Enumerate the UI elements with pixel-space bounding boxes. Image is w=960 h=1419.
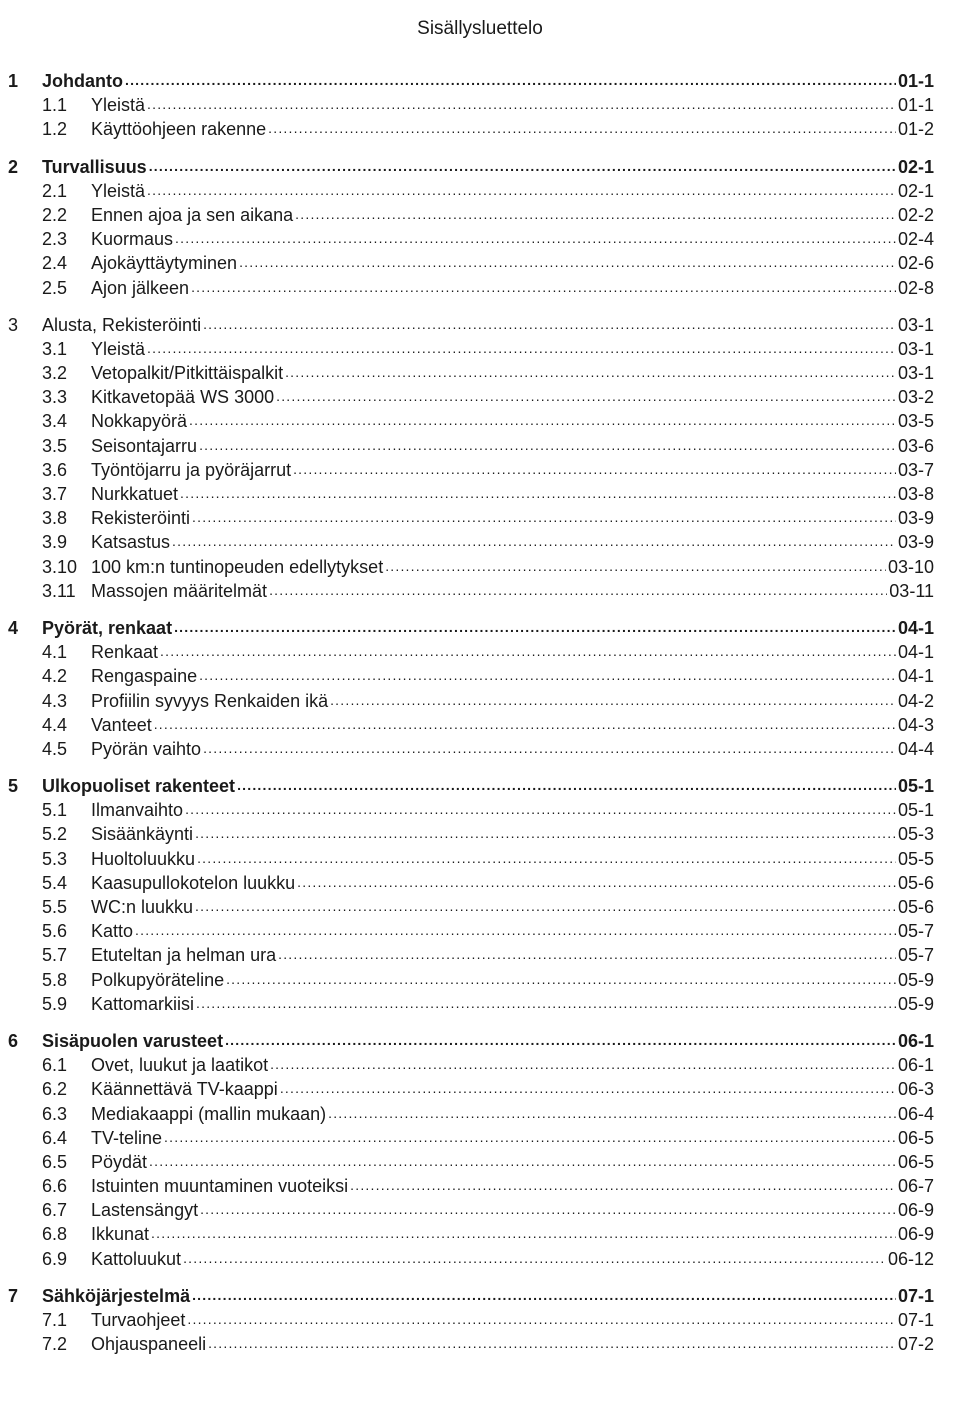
toc-entry-number: 4.4 xyxy=(42,714,68,735)
toc-leader-dots xyxy=(180,480,896,500)
toc-entry-row[interactable] xyxy=(8,407,934,431)
toc-entry-title: Turvaohjeet xyxy=(91,1310,186,1330)
toc-entry-row[interactable] xyxy=(8,917,934,941)
toc-entry-title: Ulkopuoliset rakenteet xyxy=(42,776,236,797)
toc-entry-title: Pöydät xyxy=(91,1151,148,1172)
toc-entry-page: 03-10 xyxy=(887,556,934,577)
toc-leader-dots xyxy=(280,1075,896,1095)
toc-entry-title: Ennen ajoa ja sen aikana xyxy=(91,204,294,225)
toc-entry-number: 5.7 xyxy=(42,945,68,966)
toc-entry-page: 06-4 xyxy=(897,1103,934,1124)
toc-entry-page: 06-5 xyxy=(897,1151,934,1172)
toc-entry-page: 02-4 xyxy=(897,229,934,250)
toc-entry-row[interactable] xyxy=(8,177,934,201)
toc-entry-page: 03-1 xyxy=(897,314,934,335)
toc-entry-row[interactable] xyxy=(8,201,934,225)
toc-entry-number: 6.7 xyxy=(42,1200,68,1221)
toc-entry-row[interactable] xyxy=(8,335,934,359)
toc-entry-number: 5.4 xyxy=(42,872,68,893)
toc-entry-title: Ohjauspaneeli xyxy=(91,1334,207,1355)
toc-leader-dots xyxy=(226,966,896,986)
toc-entry-title: Käyttöohjeen rakenne xyxy=(91,119,267,140)
toc-entry-page: 03-7 xyxy=(897,459,934,480)
toc-leader-dots xyxy=(270,1051,896,1071)
toc-entry-page: 02-1 xyxy=(897,156,934,177)
toc-leader-dots xyxy=(164,1124,896,1144)
toc-entry-title: Huoltoluukku xyxy=(91,848,196,869)
toc-entry-number: 4 xyxy=(8,617,19,638)
toc-leader-dots xyxy=(208,1330,896,1350)
toc-entry-number: 5.5 xyxy=(42,897,68,917)
toc-leader-dots xyxy=(191,274,896,294)
toc-leader-dots xyxy=(203,311,896,331)
toc-entry-number: 3.7 xyxy=(42,484,68,504)
toc-chapter-row[interactable] xyxy=(8,1282,934,1306)
toc-entry-title: Renkaat xyxy=(91,642,159,663)
toc-entry-row[interactable] xyxy=(8,359,934,383)
toc-entry-title: Etuteltan ja helman ura xyxy=(91,945,277,966)
toc-entry-row[interactable] xyxy=(8,796,934,820)
toc-entry-row[interactable] xyxy=(8,1051,934,1075)
toc-entry-title: Yleistä xyxy=(91,338,146,359)
toc-leader-dots xyxy=(154,711,896,731)
toc-entry-page: 03-9 xyxy=(897,532,934,553)
toc-leader-dots xyxy=(350,1172,896,1192)
toc-leader-dots xyxy=(225,1027,896,1047)
toc-leader-dots xyxy=(187,1306,896,1326)
toc-entry-number: 5.8 xyxy=(42,969,68,990)
toc-entry-number: 3.2 xyxy=(42,363,68,384)
toc-entry-page: 05-7 xyxy=(897,921,934,942)
toc-entry-number: 4.1 xyxy=(42,642,68,663)
toc-entry-number: 3.6 xyxy=(42,459,68,480)
toc-entry-page: 06-9 xyxy=(897,1224,934,1245)
toc-entry-row[interactable] xyxy=(8,869,934,893)
toc-leader-dots xyxy=(160,638,896,658)
toc-entry-page: 03-8 xyxy=(897,484,934,504)
toc-entry-page: 05-9 xyxy=(897,969,934,990)
toc-entry-number: 7 xyxy=(8,1285,19,1306)
toc-entry-row[interactable] xyxy=(8,711,934,735)
toc-entry-page: 04-1 xyxy=(897,666,934,687)
toc-entry-page: 05-1 xyxy=(897,776,934,797)
toc-entry-number: 4.2 xyxy=(42,666,68,687)
toc-chapter-row[interactable] xyxy=(8,614,934,638)
toc-entry-number: 3.11 xyxy=(42,580,76,601)
toc-entry-number: 6.6 xyxy=(42,1176,68,1197)
toc-entry-title: Ilmanvaihto xyxy=(91,800,184,821)
toc-entry-number: 2.1 xyxy=(42,180,68,201)
toc-leader-dots xyxy=(330,687,896,707)
toc-entry-title: Mediakaappi (mallin mukaan) xyxy=(91,1103,327,1124)
toc-entry-number: 6.4 xyxy=(42,1127,68,1148)
toc-entry-title: Kaasupullokotelon luukku xyxy=(91,872,296,893)
toc-entry-number: 5.2 xyxy=(42,824,68,845)
toc-entry-title: Ajon jälkeen xyxy=(91,277,190,298)
toc-leader-dots xyxy=(174,614,896,634)
toc-entry-number: 5.1 xyxy=(42,800,68,821)
toc-entry-row[interactable] xyxy=(8,1100,934,1124)
toc-entry-page: 03-11 xyxy=(889,580,934,601)
toc-leader-dots xyxy=(203,735,896,755)
toc-leader-dots xyxy=(197,845,896,865)
toc-entry-title: Työntöjarru ja pyöräjarrut xyxy=(91,459,292,480)
toc-entry-number: 6.8 xyxy=(42,1224,68,1245)
toc-leader-dots xyxy=(135,917,896,937)
toc-leader-dots xyxy=(268,115,896,135)
toc-entry-title: Kattomarkiisi xyxy=(91,993,195,1014)
toc-entry-row[interactable] xyxy=(8,1148,934,1172)
toc-entry-number: 3.10 xyxy=(42,556,78,577)
toc-chapter-row[interactable] xyxy=(8,1027,934,1051)
toc-entry-title: Lastensängyt xyxy=(91,1200,199,1221)
toc-entry-title: Käännettävä TV-kaappi xyxy=(91,1079,278,1100)
toc-entry-number: 5.9 xyxy=(42,993,68,1014)
toc-entry-row[interactable] xyxy=(8,480,934,504)
toc-leader-dots xyxy=(192,504,896,524)
toc-leader-dots xyxy=(151,1220,896,1240)
toc-entry-number: 3.8 xyxy=(42,508,68,529)
toc-entry-title: Sisäänkäynti xyxy=(91,824,194,845)
toc-entry-number: 3 xyxy=(8,314,19,335)
toc-entry-page: 05-7 xyxy=(897,945,934,966)
toc-entry-number: 2.2 xyxy=(42,204,68,225)
toc-entry-number: 1.1 xyxy=(42,95,68,116)
toc-entry-page: 07-1 xyxy=(897,1310,934,1330)
toc-section xyxy=(8,311,934,601)
toc-entry-row[interactable] xyxy=(8,893,934,917)
toc-entry-row[interactable] xyxy=(8,456,934,480)
toc-entry-number: 3.9 xyxy=(42,532,68,553)
toc-entry-number: 6.3 xyxy=(42,1103,68,1124)
toc-entry-row[interactable] xyxy=(8,432,934,456)
toc-leader-dots xyxy=(285,359,896,379)
toc-entry-title: Ajokäyttäytyminen xyxy=(91,253,238,274)
toc-entry-title: Vanteet xyxy=(91,714,152,735)
toc-chapter-row[interactable] xyxy=(8,153,934,177)
toc-entry-number: 2.5 xyxy=(42,277,68,298)
toc-entry-title: Sähköjärjestelmä xyxy=(42,1285,191,1306)
toc-entry-title: Vetopalkit/Pitkittäispalkit xyxy=(91,363,284,384)
toc-entry-title: TV-teline xyxy=(91,1127,163,1148)
toc-entry-row[interactable] xyxy=(8,504,934,528)
toc-entry-page: 05-9 xyxy=(897,993,934,1014)
toc-entry-row[interactable] xyxy=(8,553,934,577)
toc-entry-title: Polkupyöräteline xyxy=(91,969,225,990)
toc-entry-number: 5.3 xyxy=(42,848,68,869)
toc-entry-number: 6 xyxy=(8,1030,19,1051)
toc-entry-number: 2.3 xyxy=(42,229,68,250)
toc-entry-page: 01-1 xyxy=(897,95,934,116)
table-of-contents xyxy=(8,67,934,1367)
toc-leader-dots xyxy=(200,1196,896,1216)
toc-entry-row[interactable] xyxy=(8,1306,934,1330)
toc-entry-row[interactable] xyxy=(8,687,934,711)
toc-entry-page: 07-1 xyxy=(897,1285,934,1306)
toc-chapter-row[interactable] xyxy=(8,311,934,335)
page-title: Sisällysluettelo xyxy=(417,18,543,39)
toc-entry-page: 06-9 xyxy=(897,1200,934,1221)
toc-entry-page: 06-5 xyxy=(897,1127,934,1148)
toc-entry-row[interactable] xyxy=(8,577,934,601)
toc-leader-dots xyxy=(147,177,896,197)
toc-leader-dots xyxy=(147,335,896,355)
toc-chapter-row[interactable] xyxy=(8,67,934,91)
toc-entry-title: Seisontajarru xyxy=(91,435,198,456)
toc-entry-title: Rengaspaine xyxy=(91,666,198,687)
toc-entry-page: 05-6 xyxy=(897,872,934,893)
toc-entry-page: 04-4 xyxy=(897,738,934,759)
toc-entry-row[interactable] xyxy=(8,115,934,139)
toc-entry-title: Kitkavetopää WS 3000 xyxy=(91,387,275,408)
toc-entry-page: 03-6 xyxy=(897,435,934,456)
toc-entry-number: 4.3 xyxy=(42,690,68,711)
toc-entry-number: 1 xyxy=(8,71,19,91)
toc-entry-page: 01-2 xyxy=(897,119,934,140)
toc-entry-title: Ovet, luukut ja laatikot xyxy=(91,1055,269,1076)
toc-entry-page: 03-9 xyxy=(897,508,934,529)
toc-entry-title: Katsastus xyxy=(91,532,171,553)
toc-leader-dots xyxy=(195,820,896,840)
toc-leader-dots xyxy=(328,1100,896,1120)
toc-entry-page: 04-1 xyxy=(897,617,934,638)
toc-entry-row[interactable] xyxy=(8,638,934,662)
toc-chapter-row[interactable] xyxy=(8,772,934,796)
toc-entry-row[interactable] xyxy=(8,941,934,965)
toc-entry-number: 7.2 xyxy=(42,1334,68,1355)
toc-entry-title: 100 km:n tuntinopeuden edellytykset xyxy=(91,556,384,577)
toc-entry-row[interactable] xyxy=(8,990,934,1014)
toc-leader-dots xyxy=(149,1148,896,1168)
toc-entry-page: 01-1 xyxy=(897,71,934,91)
toc-entry-page: 05-5 xyxy=(897,848,934,869)
toc-entry-page: 03-1 xyxy=(897,363,934,384)
toc-entry-title: Turvallisuus xyxy=(42,156,147,177)
toc-entry-title: Yleistä xyxy=(91,95,146,116)
toc-entry-title: Rekisteröinti xyxy=(91,508,191,529)
toc-entry-title: Profiilin syvyys Renkaiden ikä xyxy=(91,690,329,711)
toc-entry-title: Johdanto xyxy=(42,71,123,91)
toc-leader-dots xyxy=(239,249,896,269)
toc-leader-dots xyxy=(183,1245,886,1265)
toc-leader-dots xyxy=(125,67,896,87)
toc-leader-dots xyxy=(147,91,896,111)
toc-entry-row[interactable] xyxy=(8,662,934,686)
toc-entry-number: 4.5 xyxy=(42,738,68,759)
toc-entry-title: Pyörät, renkaat xyxy=(42,617,173,638)
toc-leader-dots xyxy=(185,796,896,816)
toc-entry-row[interactable] xyxy=(8,820,934,844)
toc-entry-row[interactable] xyxy=(8,1245,934,1269)
toc-leader-dots xyxy=(172,528,896,548)
toc-entry-page: 05-6 xyxy=(897,897,934,917)
toc-entry-page: 07-2 xyxy=(897,1334,934,1355)
toc-leader-dots xyxy=(175,225,896,245)
toc-entry-row[interactable] xyxy=(8,1330,934,1354)
toc-leader-dots xyxy=(189,407,896,427)
toc-entry-number: 7.1 xyxy=(42,1310,68,1330)
toc-leader-dots xyxy=(297,869,896,889)
toc-entry-page: 05-3 xyxy=(897,824,934,845)
toc-entry-title: Yleistä xyxy=(91,180,146,201)
toc-entry-number: 3.1 xyxy=(42,338,68,359)
toc-entry-page: 02-2 xyxy=(897,204,934,225)
toc-entry-title: WC:n luukku xyxy=(91,897,194,917)
toc-entry-row[interactable] xyxy=(8,845,934,869)
toc-section xyxy=(8,614,934,759)
toc-entry-title: Nurkkatuet xyxy=(91,484,179,504)
toc-entry-page: 06-1 xyxy=(897,1030,934,1051)
toc-entry-title: Sisäpuolen varusteet xyxy=(42,1030,224,1051)
toc-entry-number: 5.6 xyxy=(42,921,68,942)
toc-entry-number: 6.2 xyxy=(42,1079,68,1100)
toc-entry-page: 06-1 xyxy=(897,1055,934,1076)
toc-entry-page: 03-5 xyxy=(897,411,934,432)
toc-entry-row[interactable] xyxy=(8,225,934,249)
toc-section xyxy=(8,1027,934,1269)
toc-entry-page: 05-1 xyxy=(897,800,934,821)
toc-entry-page: 02-6 xyxy=(897,253,934,274)
toc-entry-page: 04-2 xyxy=(897,690,934,711)
toc-entry-row[interactable] xyxy=(8,1075,934,1099)
toc-entry-title: Alusta, Rekisteröinti xyxy=(42,314,202,335)
toc-entry-row[interactable] xyxy=(8,735,934,759)
toc-entry-page: 06-3 xyxy=(897,1079,934,1100)
toc-entry-row[interactable] xyxy=(8,1220,934,1244)
toc-entry-title: Katto xyxy=(91,921,134,942)
toc-entry-title: Kuormaus xyxy=(91,229,174,250)
toc-entry-title: Nokkapyörä xyxy=(91,411,188,432)
toc-entry-row[interactable] xyxy=(8,383,934,407)
toc-entry-row[interactable] xyxy=(8,1196,934,1220)
toc-entry-number: 3.3 xyxy=(42,387,68,408)
toc-entry-page: 03-1 xyxy=(897,338,934,359)
toc-entry-row[interactable] xyxy=(8,91,934,115)
toc-leader-dots xyxy=(192,1282,896,1302)
toc-entry-title: Pyörän vaihto xyxy=(91,738,202,759)
toc-leader-dots xyxy=(199,662,896,682)
toc-entry-page: 04-1 xyxy=(897,642,934,663)
toc-leader-dots xyxy=(295,201,896,221)
toc-leader-dots xyxy=(199,432,896,452)
toc-entry-title: Ikkunat xyxy=(91,1224,150,1245)
toc-entry-number: 6.1 xyxy=(42,1055,68,1076)
toc-entry-number: 2.4 xyxy=(42,253,68,274)
toc-entry-number: 3.4 xyxy=(42,411,68,432)
toc-entry-page: 03-2 xyxy=(897,387,934,408)
toc-entry-row[interactable] xyxy=(8,528,934,552)
toc-entry-row[interactable] xyxy=(8,274,934,298)
toc-leader-dots xyxy=(196,990,896,1010)
toc-entry-row[interactable] xyxy=(8,249,934,273)
toc-entry-number: 6.5 xyxy=(42,1151,68,1172)
toc-leader-dots xyxy=(278,941,896,961)
toc-leader-dots xyxy=(293,456,896,476)
toc-entry-number: 5 xyxy=(8,776,19,797)
toc-leader-dots xyxy=(237,772,896,792)
toc-entry-title: Massojen määritelmät xyxy=(91,580,268,601)
toc-entry-row[interactable] xyxy=(8,1124,934,1148)
toc-entry-number: 6.9 xyxy=(42,1248,68,1269)
toc-entry-page: 02-8 xyxy=(897,277,934,298)
toc-entry-number: 3.5 xyxy=(42,435,68,456)
toc-entry-row[interactable] xyxy=(8,1172,934,1196)
toc-section xyxy=(8,1282,934,1355)
toc-entry-title: Istuinten muuntaminen vuoteiksi xyxy=(91,1176,349,1197)
toc-entry-page: 06-7 xyxy=(897,1176,934,1197)
toc-leader-dots xyxy=(149,153,896,173)
toc-entry-number: 1.2 xyxy=(42,119,68,140)
toc-section xyxy=(8,153,934,298)
toc-entry-page: 04-3 xyxy=(897,714,934,735)
toc-entry-page: 02-1 xyxy=(897,180,934,201)
toc-entry-title: Kattoluukut xyxy=(91,1248,182,1269)
toc-section xyxy=(8,67,934,140)
toc-entry-number: 2 xyxy=(8,156,19,177)
toc-section xyxy=(8,772,934,1014)
toc-entry-page: 06-12 xyxy=(887,1248,934,1269)
toc-leader-dots xyxy=(269,577,887,597)
toc-leader-dots xyxy=(276,383,896,403)
toc-leader-dots xyxy=(195,893,896,913)
toc-leader-dots xyxy=(385,553,886,573)
toc-entry-row[interactable] xyxy=(8,966,934,990)
